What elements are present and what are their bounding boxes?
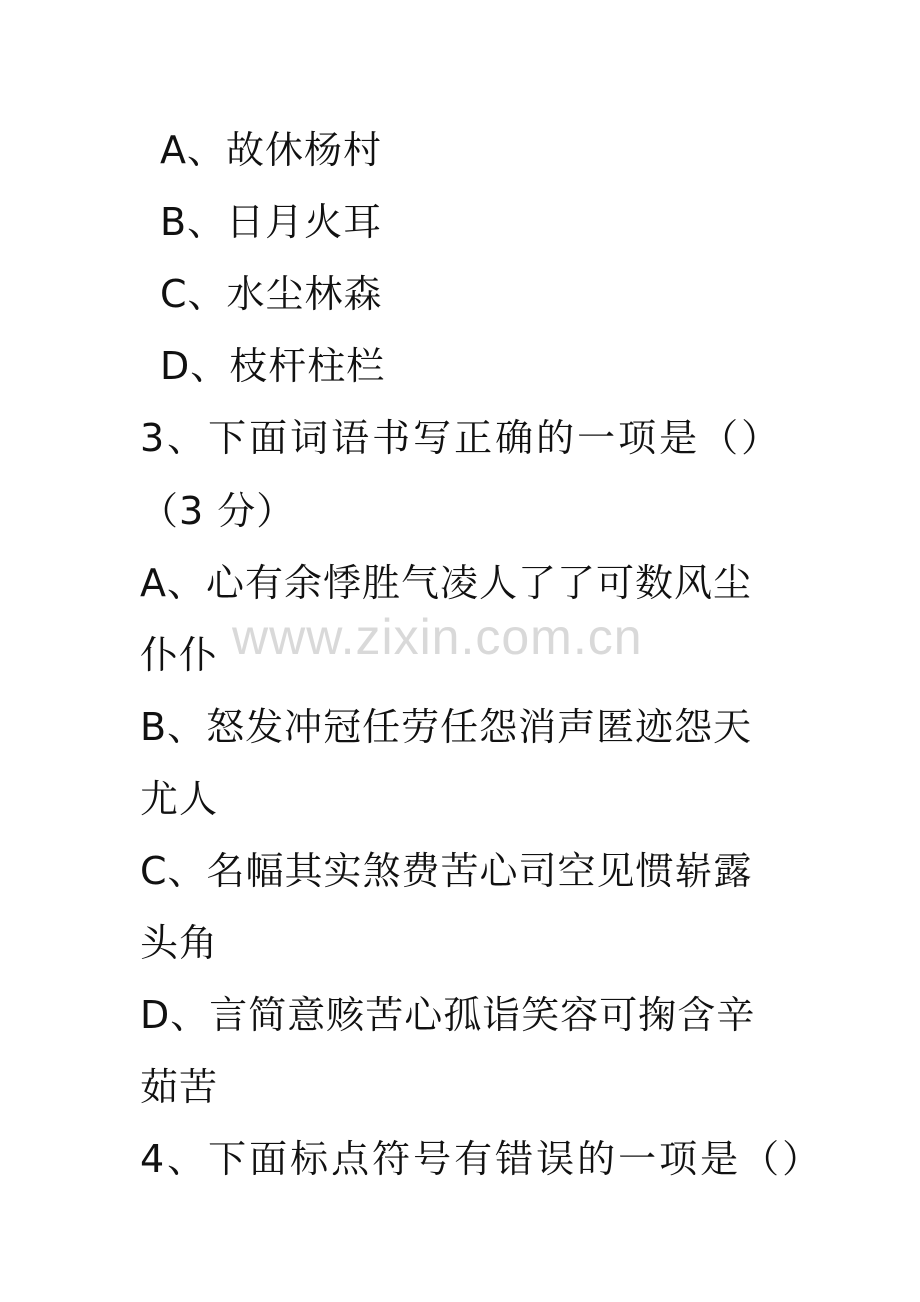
q3-option-c-line2: 头角 (140, 921, 219, 965)
q3-option-d-line1: D、言简意赅苦心孤诣笑容可掬含辛 (140, 993, 756, 1037)
q3-option-d-line2: 茹苦 (140, 1065, 219, 1109)
q2-option-b: B、日月火耳 (160, 200, 383, 244)
q3-option-a-line1: A、心有余悸胜气凌人了了可数风尘 (140, 561, 752, 605)
q3-option-b-line2: 尤人 (140, 777, 219, 821)
watermark: www.zixin.com.cn (232, 609, 643, 665)
q3-option-c-line1: C、名幅其实煞费苦心司空见惯崭露 (140, 849, 753, 893)
q3-option-a-line2: 仆仆 (140, 633, 219, 677)
q3-stem: 3、下面词语书写正确的一项是（） (140, 416, 783, 460)
q3-score: （3 分） (140, 489, 296, 533)
q3-option-b-line1: B、怒发冲冠任劳任怨消声匿迹怨天 (140, 705, 753, 749)
q2-option-a: A、故休杨村 (160, 128, 382, 172)
q2-option-c: C、水尘林森 (160, 272, 383, 316)
q2-option-d: D、枝杆柱栏 (160, 344, 386, 388)
q4-stem: 4、下面标点符号有错误的一项是（） (140, 1137, 824, 1181)
